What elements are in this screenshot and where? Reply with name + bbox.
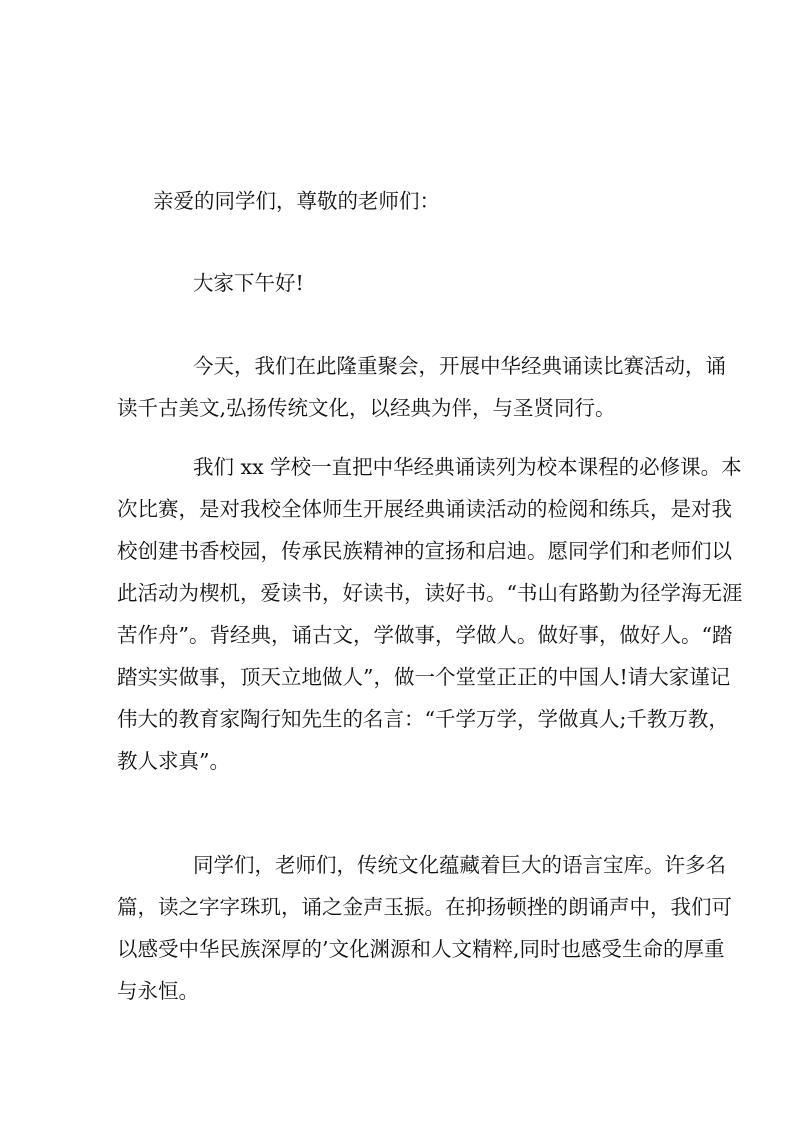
paragraph-line: 篇，读之字字珠玑，诵之金声玉振。在抑扬顿挫的朗诵声中，我们可	[117, 895, 732, 919]
paragraph-2	[117, 446, 743, 782]
paragraph-line: 我们 xx 学校一直把中华经典诵读列为校本课程的必修课。本	[193, 455, 742, 479]
paragraph-line: 同学们，老师们，传统文化蕴藏着巨大的语言宝库。许多名	[193, 853, 726, 877]
paragraph-line: 此活动为楔机，爱读书，好读书，读好书。“书山有路勤为径学海无涯	[117, 581, 743, 605]
paragraph-line: 与永恒。	[117, 979, 199, 1003]
paragraph-line: 踏实实做事，顶天立地做人”，做一个堂堂正正的中国人!请大家谨记	[117, 665, 731, 689]
paragraph-line: 校创建书香校园，传承民族精神的宣扬和启迪。愿同学们和老师们以	[117, 539, 732, 563]
paragraph-line: 今天，我们在此隆重聚会，开展中华经典诵读比赛活动，诵	[193, 354, 726, 378]
paragraph-line: 次比赛，是对我校全体师生开展经典诵读活动的检阅和练兵，是对我	[117, 497, 732, 521]
paragraph-1	[117, 345, 726, 429]
paragraph-line: 以感受中华民族深厚的’文化渊源和人文精粹,同时也感受生命的厚重	[117, 937, 725, 961]
salutation	[117, 180, 682, 222]
paragraph-line: 读千古美文,弘扬传统文化，以经典为伴，与圣贤同行。	[117, 396, 616, 420]
paragraph-line: 教人求真”。	[117, 749, 230, 773]
paragraph-line: 伟大的教育家陶行知先生的名言：“千学万学，学做真人;千教万教，	[117, 707, 729, 731]
salutation-text: 亲爱的同学们，尊敬的老师们：	[153, 189, 440, 213]
paragraph-line: 苦作舟”。背经典，诵古文，学做事，学做人。做好事，做好人。“踏	[117, 623, 733, 647]
paragraph-3	[117, 844, 732, 1012]
greeting-text: 大家下午好!	[193, 271, 304, 295]
greeting	[117, 262, 682, 304]
